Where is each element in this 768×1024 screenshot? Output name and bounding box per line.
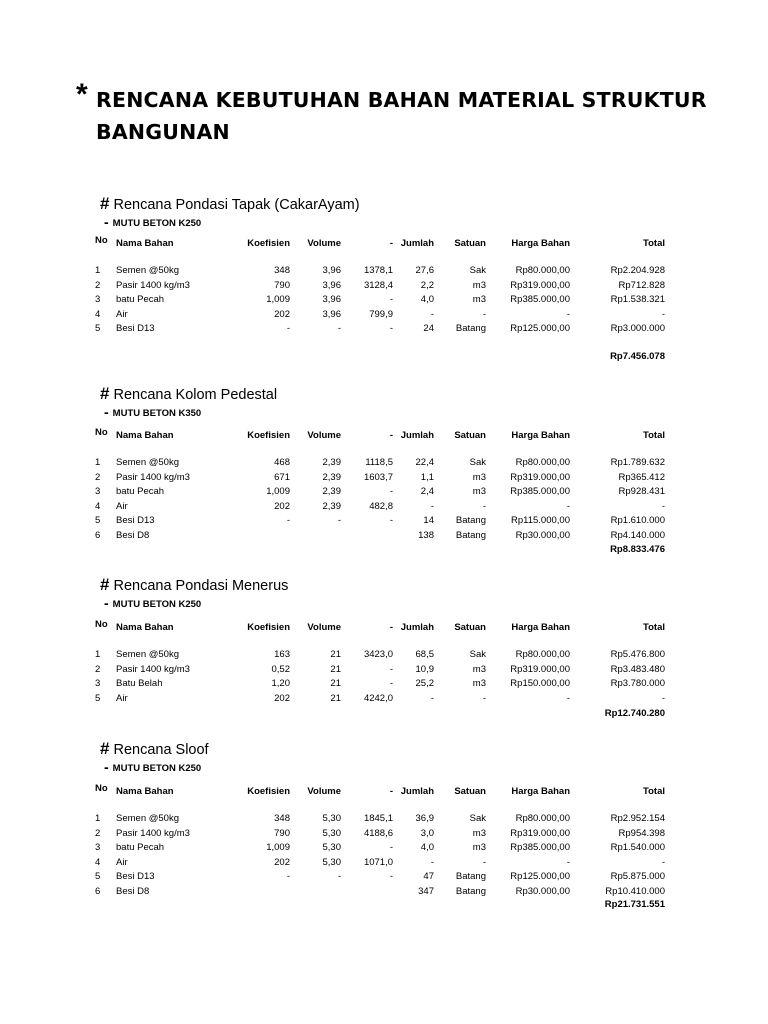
cell-total: - [661, 308, 665, 320]
cell-nama: Besi D13 [116, 515, 155, 526]
title-asterisk: * [76, 78, 88, 111]
table-row [0, 664, 768, 678]
concrete-grade-text: MUTU BETON K250 [112, 763, 202, 774]
cell-jml: 2,2 [420, 279, 434, 291]
cell-harga: Rp115.000,00 [511, 515, 570, 526]
cell-calc: 4188,6 [363, 827, 393, 839]
column-header-calc: - [389, 622, 393, 633]
cell-sat: - [482, 692, 486, 704]
table-row [0, 813, 768, 827]
cell-no: 5 [95, 692, 101, 704]
cell-vol: 2,39 [322, 457, 341, 468]
cell-total: Rp1.789.632 [610, 457, 665, 468]
table-header [0, 783, 768, 800]
cell-nama: Pasir 1400 kg/m3 [116, 471, 190, 483]
cell-nama: Air [116, 500, 128, 512]
cell-sat: Batang [455, 885, 486, 897]
cell-sat: m3 [472, 486, 486, 497]
cell-calc: 482,8 [369, 500, 393, 512]
cell-harga: Rp385.000,00 [510, 842, 570, 853]
cell-vol: 5,30 [322, 842, 341, 853]
cell-sat: - [482, 500, 486, 512]
column-header-calc: - [389, 430, 393, 441]
table-row [0, 886, 768, 900]
cell-harga: Rp385.000,00 [510, 294, 570, 305]
cell-sat: - [482, 308, 486, 320]
cell-sat: Batang [455, 515, 486, 526]
cell-koef: 202 [274, 500, 290, 512]
cell-sat: Sak [469, 457, 486, 468]
cell-vol: 5,30 [322, 856, 341, 868]
column-header-no: No [95, 427, 108, 438]
column-header-total: Total [643, 430, 665, 441]
concrete-grade [104, 759, 201, 775]
cell-sat: Batang [455, 871, 486, 882]
cell-no: 1 [95, 457, 101, 468]
cell-harga: Rp125.000,00 [510, 323, 570, 334]
cell-calc: 1071,0 [363, 856, 393, 868]
cell-no: 1 [95, 813, 101, 824]
cell-vol: 21 [330, 678, 341, 689]
cell-total: - [661, 692, 665, 704]
cell-jml: 10,9 [415, 663, 434, 675]
cell-sat: m3 [472, 279, 486, 291]
column-header-total: Total [643, 786, 665, 797]
cell-nama: Besi D13 [116, 323, 155, 334]
cell-koef: 790 [274, 827, 290, 839]
table-header [0, 619, 768, 636]
column-header-no: No [95, 619, 108, 630]
cell-calc: - [389, 515, 393, 526]
cell-jml: 36,9 [415, 813, 434, 824]
cell-sat: m3 [472, 471, 486, 483]
cell-jml: 2,4 [420, 486, 434, 497]
hash-marker: # [100, 739, 110, 758]
cell-harga: Rp319.000,00 [510, 471, 570, 483]
section-grand-total: Rp7.456.078 [610, 351, 665, 362]
cell-nama: Pasir 1400 kg/m3 [116, 827, 190, 839]
cell-jml: 22,4 [415, 457, 434, 468]
cell-no: 6 [95, 529, 101, 541]
column-header-jml: Jumlah [400, 430, 434, 441]
cell-koef: 1,009 [266, 294, 290, 305]
table-row [0, 678, 768, 692]
cell-jml: - [430, 500, 434, 512]
concrete-grade [104, 214, 201, 230]
cell-calc: - [389, 486, 393, 497]
cell-jml: - [430, 692, 434, 704]
concrete-grade-text: MUTU BETON K250 [112, 218, 202, 229]
concrete-grade-text: MUTU BETON K250 [112, 599, 202, 610]
cell-total: Rp1.538.321 [610, 294, 665, 305]
column-header-koef: Koefisien [247, 622, 290, 633]
dash-marker: - [104, 214, 109, 230]
table-row [0, 828, 768, 842]
cell-total: Rp3.483.480 [610, 663, 665, 675]
cell-nama: Semen @50kg [116, 813, 179, 824]
cell-no: 3 [95, 842, 101, 853]
cell-no: 4 [95, 308, 101, 320]
cell-nama: Semen @50kg [116, 649, 179, 660]
cell-vol: - [337, 515, 341, 526]
cell-no: 1 [95, 649, 101, 660]
table-row [0, 693, 768, 707]
column-header-jml: Jumlah [400, 786, 434, 797]
cell-nama: Batu Belah [116, 678, 163, 689]
column-header-calc: - [389, 238, 393, 249]
cell-nama: Besi D8 [116, 529, 150, 541]
cell-total: Rp5.875.000 [610, 871, 665, 882]
cell-nama: Air [116, 692, 128, 704]
cell-harga: Rp80.000,00 [515, 457, 570, 468]
cell-calc: - [389, 871, 393, 882]
column-header-calc: - [389, 786, 393, 797]
column-header-sat: Satuan [454, 430, 486, 441]
column-header-vol: Volume [307, 238, 341, 249]
cell-nama: Semen @50kg [116, 265, 179, 276]
cell-harga: Rp125.000,00 [510, 871, 570, 882]
cell-koef: 1,20 [271, 678, 290, 689]
cell-calc: 1845,1 [363, 813, 393, 824]
cell-vol: 21 [330, 649, 341, 660]
cell-no: 5 [95, 323, 101, 334]
table-row [0, 842, 768, 856]
cell-nama: batu Pecah [116, 486, 165, 497]
cell-total: Rp712.828 [618, 279, 665, 291]
cell-koef: 348 [274, 265, 290, 276]
cell-total: Rp2.952.154 [610, 813, 665, 824]
cell-sat: Sak [469, 649, 486, 660]
column-header-sat: Satuan [454, 622, 486, 633]
cell-total: Rp954.398 [618, 827, 665, 839]
cell-jml: 27,6 [415, 265, 434, 276]
cell-koef: 202 [274, 692, 290, 704]
column-header-jml: Jumlah [400, 622, 434, 633]
cell-harga: Rp30.000,00 [515, 885, 570, 897]
cell-harga: - [566, 500, 570, 512]
cell-koef: 163 [274, 649, 290, 660]
cell-no: 2 [95, 279, 101, 291]
section-title [100, 575, 288, 595]
cell-no: 5 [95, 515, 101, 526]
cell-sat: Batang [455, 529, 486, 541]
cell-jml: 138 [418, 529, 434, 541]
cell-harga: Rp319.000,00 [510, 827, 570, 839]
cell-sat: m3 [472, 294, 486, 305]
concrete-grade-text: MUTU BETON K350 [112, 408, 202, 419]
column-header-koef: Koefisien [247, 238, 290, 249]
hash-marker: # [100, 575, 110, 594]
cell-calc: 799,9 [369, 308, 393, 320]
cell-nama: Besi D8 [116, 885, 150, 897]
cell-calc: 1603,7 [363, 471, 393, 483]
cell-calc: 1378,1 [363, 265, 393, 276]
cell-total: Rp928.431 [618, 486, 665, 497]
cell-jml: 47 [423, 871, 434, 882]
table-row [0, 457, 768, 471]
cell-total: Rp1.610.000 [610, 515, 665, 526]
cell-vol: 3,96 [322, 308, 341, 320]
cell-nama: Air [116, 856, 128, 868]
cell-vol: 2,39 [322, 500, 341, 512]
cell-no: 6 [95, 885, 101, 897]
cell-jml: 14 [423, 515, 434, 526]
cell-no: 2 [95, 827, 101, 839]
cell-calc: - [389, 678, 393, 689]
table-row [0, 857, 768, 871]
cell-harga: Rp30.000,00 [515, 529, 570, 541]
cell-jml: 1,1 [420, 471, 434, 483]
cell-calc: 4242,0 [363, 692, 393, 704]
cell-koef: 468 [274, 457, 290, 468]
section-title-text: Rencana Pondasi Menerus [113, 578, 289, 594]
cell-koef: 202 [274, 308, 290, 320]
dash-marker: - [104, 404, 109, 420]
cell-vol: 21 [330, 692, 341, 704]
cell-no: 3 [95, 678, 101, 689]
section-grand-total: Rp21.731.551 [604, 899, 665, 910]
column-header-jml: Jumlah [400, 238, 434, 249]
cell-koef: - [286, 515, 290, 526]
column-header-no: No [95, 235, 108, 246]
cell-nama: Air [116, 308, 128, 320]
cell-total: Rp3.780.000 [610, 678, 665, 689]
cell-calc: 3423,0 [363, 649, 393, 660]
cell-sat: m3 [472, 663, 486, 675]
table-row [0, 530, 768, 544]
cell-vol: - [337, 323, 341, 334]
cell-no: 5 [95, 871, 101, 882]
column-header-nama: Nama Bahan [116, 786, 174, 797]
cell-nama: batu Pecah [116, 842, 165, 853]
table-row [0, 501, 768, 515]
column-header-nama: Nama Bahan [116, 430, 174, 441]
cell-vol: 2,39 [322, 471, 341, 483]
column-header-harga: Harga Bahan [511, 786, 570, 797]
hash-marker: # [100, 194, 110, 213]
cell-sat: Sak [469, 265, 486, 276]
column-header-harga: Harga Bahan [511, 430, 570, 441]
column-header-vol: Volume [307, 622, 341, 633]
cell-jml: - [430, 308, 434, 320]
column-header-harga: Harga Bahan [511, 238, 570, 249]
cell-koef: 0,52 [271, 663, 290, 675]
cell-nama: Pasir 1400 kg/m3 [116, 663, 190, 675]
cell-calc: - [389, 663, 393, 675]
cell-sat: m3 [472, 842, 486, 853]
table-row [0, 486, 768, 500]
cell-jml: - [430, 856, 434, 868]
cell-calc: - [389, 294, 393, 305]
cell-vol: 3,96 [322, 265, 341, 276]
cell-koef: 790 [274, 279, 290, 291]
cell-total: Rp1.540.000 [610, 842, 665, 853]
table-row [0, 309, 768, 323]
cell-harga: Rp150.000,00 [510, 678, 570, 689]
cell-vol: 2,39 [322, 486, 341, 497]
section-title [100, 384, 277, 404]
cell-harga: Rp80.000,00 [515, 649, 570, 660]
cell-total: Rp10.410.000 [605, 885, 665, 897]
cell-harga: - [566, 692, 570, 704]
cell-koef: - [286, 323, 290, 334]
cell-no: 2 [95, 663, 101, 675]
cell-total: - [661, 856, 665, 868]
cell-total: Rp2.204.928 [610, 265, 665, 276]
cell-sat: - [482, 856, 486, 868]
column-header-total: Total [643, 622, 665, 633]
cell-koef: 202 [274, 856, 290, 868]
cell-nama: Pasir 1400 kg/m3 [116, 279, 190, 291]
cell-no: 4 [95, 500, 101, 512]
cell-jml: 3,0 [420, 827, 434, 839]
column-header-total: Total [643, 238, 665, 249]
column-header-sat: Satuan [454, 238, 486, 249]
cell-harga: Rp319.000,00 [510, 279, 570, 291]
cell-calc: 1118,5 [365, 457, 393, 468]
cell-koef: 1,009 [266, 486, 290, 497]
cell-harga: Rp319.000,00 [510, 663, 570, 675]
dash-marker: - [104, 759, 109, 775]
column-header-vol: Volume [307, 786, 341, 797]
cell-koef: 348 [274, 813, 290, 824]
table-row [0, 871, 768, 885]
cell-harga: - [566, 856, 570, 868]
cell-no: 2 [95, 471, 101, 483]
cell-total: Rp3.000.000 [610, 323, 665, 334]
cell-jml: 25,2 [415, 678, 434, 689]
table-row [0, 649, 768, 663]
cell-harga: - [566, 308, 570, 320]
column-header-vol: Volume [307, 430, 341, 441]
cell-vol: 21 [330, 663, 341, 675]
table-row [0, 323, 768, 337]
section-title-text: Rencana Pondasi Tapak (CakarAyam) [113, 197, 360, 213]
cell-harga: Rp385.000,00 [510, 486, 570, 497]
cell-jml: 4,0 [420, 842, 434, 853]
cell-koef: - [286, 871, 290, 882]
dash-marker: - [104, 595, 109, 611]
cell-nama: batu Pecah [116, 294, 165, 305]
cell-no: 1 [95, 265, 101, 276]
hash-marker: # [100, 384, 110, 403]
cell-no: 3 [95, 486, 101, 497]
cell-sat: Batang [455, 323, 486, 334]
column-header-koef: Koefisien [247, 786, 290, 797]
table-row [0, 280, 768, 294]
table-row [0, 265, 768, 279]
column-header-sat: Satuan [454, 786, 486, 797]
table-header [0, 235, 768, 252]
cell-jml: 24 [423, 323, 434, 334]
section-title [100, 194, 360, 214]
cell-sat: Sak [469, 813, 486, 824]
cell-vol: 5,30 [322, 813, 341, 824]
cell-total: Rp365.412 [618, 471, 665, 483]
cell-vol: 5,30 [322, 827, 341, 839]
table-row [0, 472, 768, 486]
cell-calc: 3128,4 [363, 279, 393, 291]
cell-koef: 1,009 [266, 842, 290, 853]
section-grand-total: Rp12.740.280 [604, 708, 665, 719]
cell-harga: Rp80.000,00 [515, 265, 570, 276]
cell-total: - [661, 500, 665, 512]
cell-vol: 3,96 [322, 294, 341, 305]
page-title: RENCANA KEBUTUHAN BAHAN MATERIAL STRUKTUR BANGUNAN [96, 88, 707, 144]
cell-vol: - [337, 871, 341, 882]
table-row [0, 294, 768, 308]
cell-koef: 671 [274, 471, 290, 483]
cell-no: 4 [95, 856, 101, 868]
concrete-grade [104, 595, 201, 611]
cell-no: 3 [95, 294, 101, 305]
table-header [0, 427, 768, 444]
cell-nama: Besi D13 [116, 871, 155, 882]
concrete-grade [104, 404, 201, 420]
cell-total: Rp4.140.000 [610, 529, 665, 541]
column-header-nama: Nama Bahan [116, 622, 174, 633]
cell-vol: 3,96 [322, 279, 341, 291]
cell-harga: Rp80.000,00 [515, 813, 570, 824]
column-header-nama: Nama Bahan [116, 238, 174, 249]
column-header-harga: Harga Bahan [511, 622, 570, 633]
cell-total: Rp5.476.800 [610, 649, 665, 660]
cell-calc: - [389, 323, 393, 334]
cell-jml: 4,0 [420, 294, 434, 305]
cell-nama: Semen @50kg [116, 457, 179, 468]
cell-jml: 347 [418, 885, 434, 897]
cell-sat: m3 [472, 827, 486, 839]
cell-jml: 68,5 [415, 649, 434, 660]
cell-calc: - [389, 842, 393, 853]
column-header-no: No [95, 783, 108, 794]
section-title [100, 739, 209, 759]
section-title-text: Rencana Sloof [113, 742, 209, 758]
cell-sat: m3 [472, 678, 486, 689]
column-header-koef: Koefisien [247, 430, 290, 441]
table-row [0, 515, 768, 529]
section-grand-total: Rp8.833.476 [610, 544, 665, 555]
section-title-text: Rencana Kolom Pedestal [113, 387, 278, 403]
